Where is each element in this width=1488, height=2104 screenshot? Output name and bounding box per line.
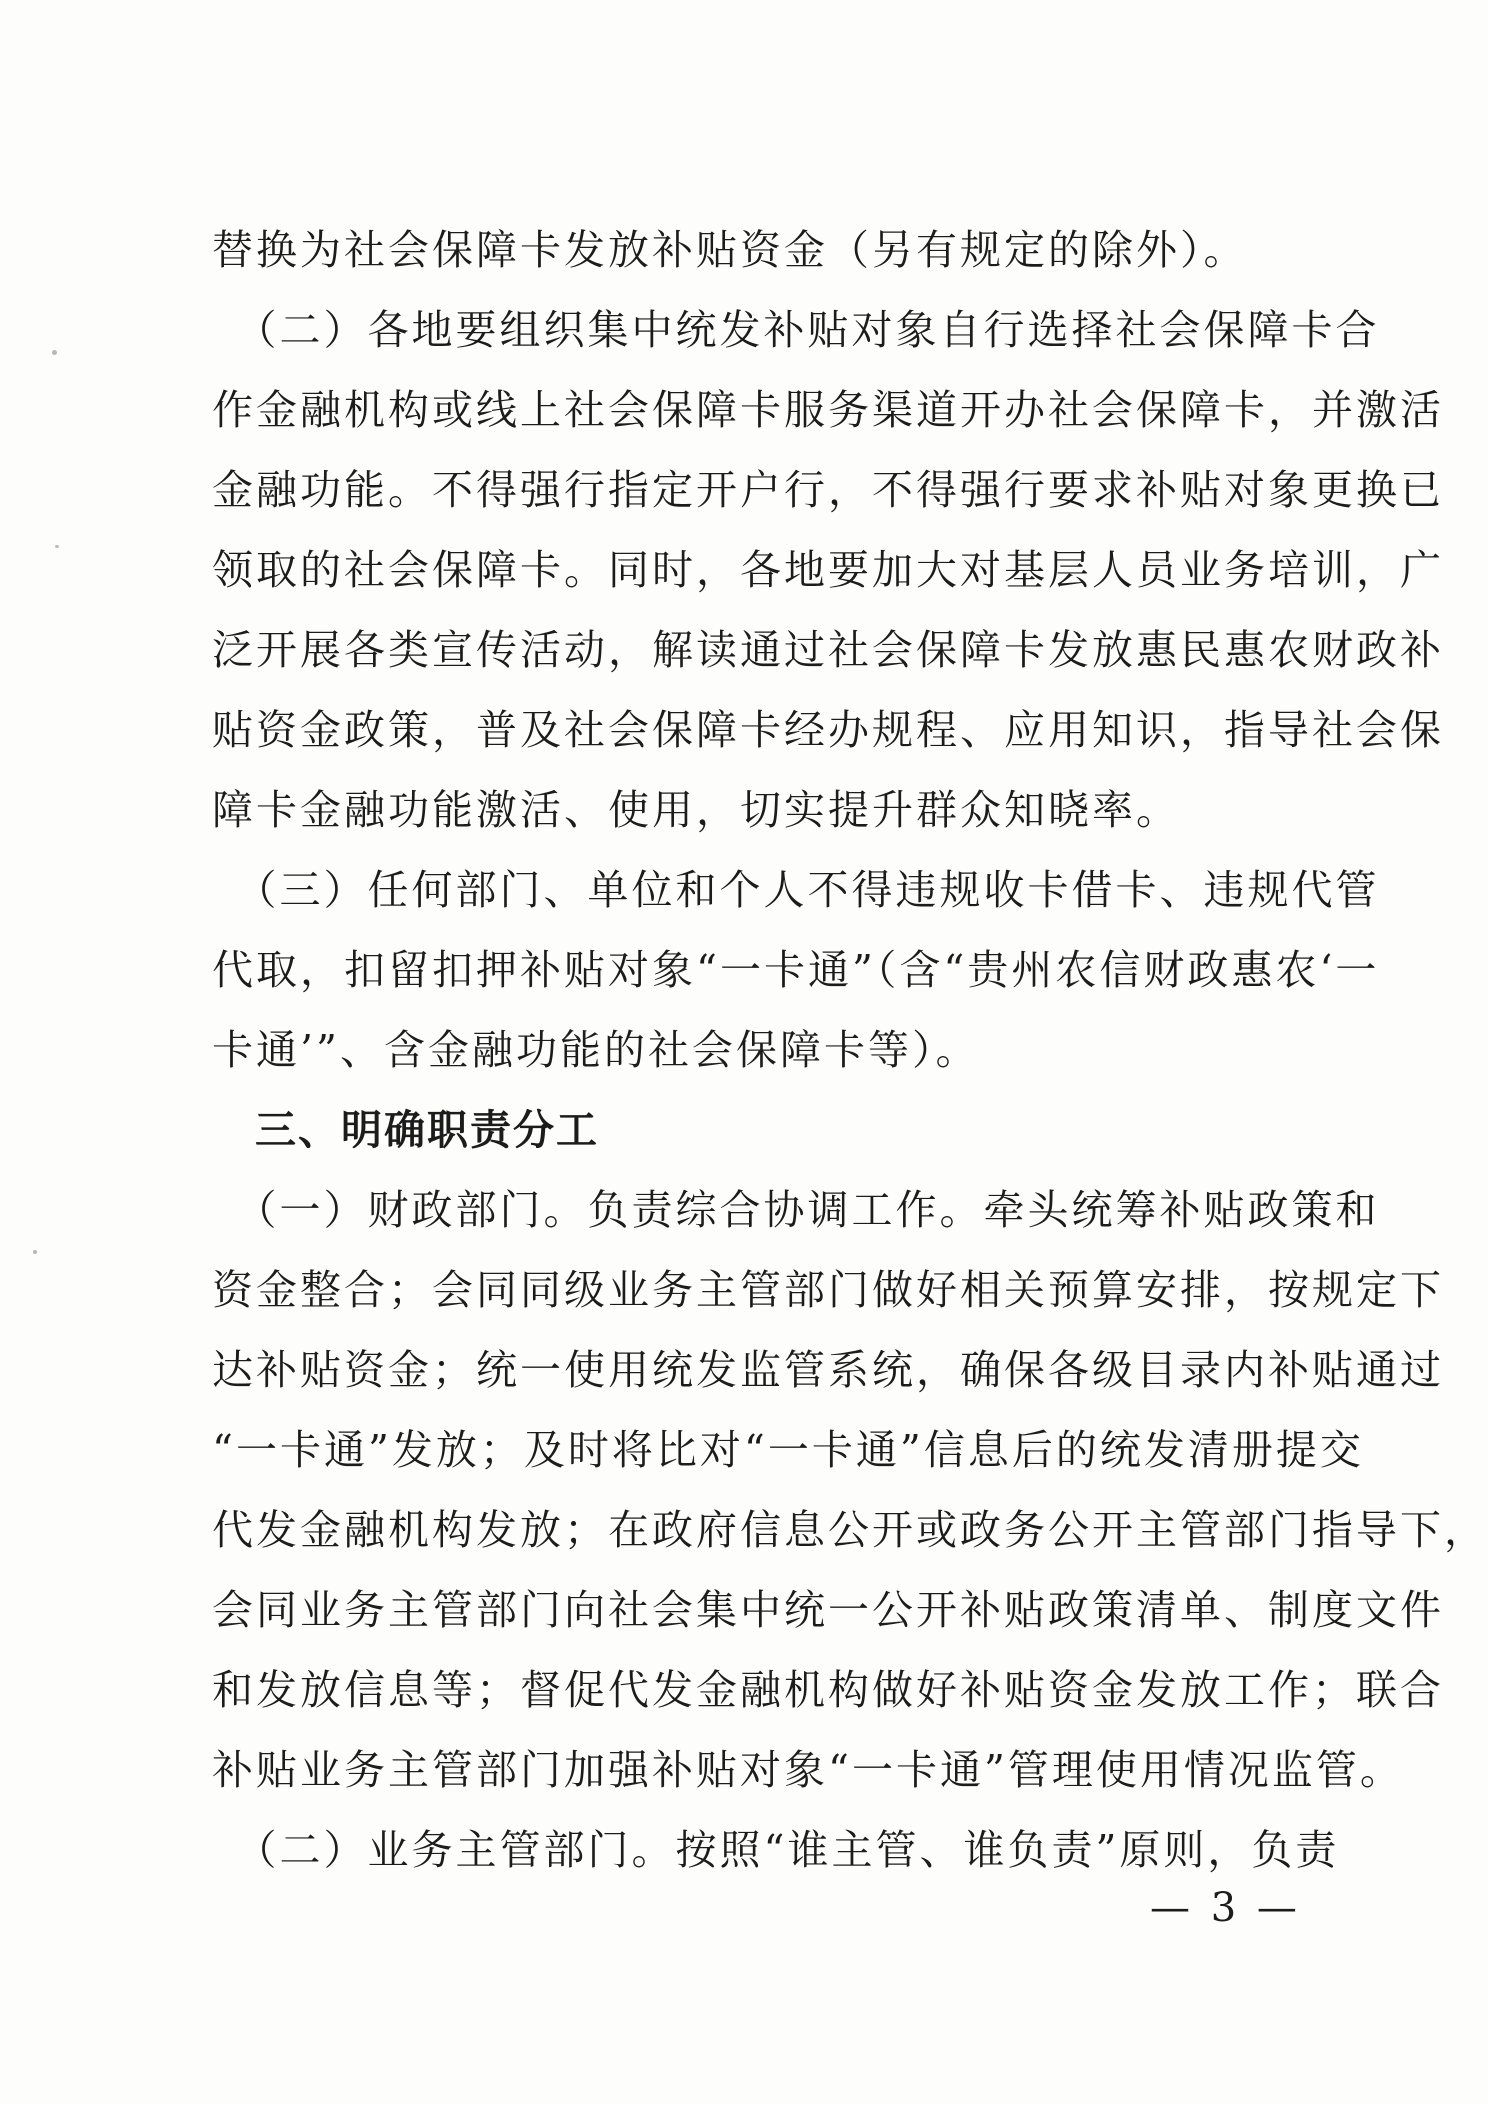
- text-line: 作金融机构或线上社会保障卡服务渠道开办社会保障卡，并激活: [212, 386, 1444, 434]
- section-heading: 三、明确职责分工: [212, 1106, 599, 1154]
- text-line: （三）任何部门、单位和个人不得违规收卡借卡、违规代管: [212, 866, 1380, 914]
- text-line: 代取，扣留扣押补贴对象“一卡通”（含“贵州农信财政惠农‘一: [212, 946, 1380, 994]
- text-line: 泛开展各类宣传活动，解读通过社会保障卡发放惠民惠农财政补: [212, 626, 1444, 674]
- text-line: 障卡金融功能激活、使用，切实提升群众知晓率。: [212, 786, 1180, 834]
- text-line: “一卡通”发放；及时将比对“一卡通”信息后的统发清册提交: [212, 1426, 1364, 1474]
- text-line: 和发放信息等；督促代发金融机构做好补贴资金发放工作；联合: [212, 1666, 1444, 1714]
- text-line: 补贴业务主管部门加强补贴对象“一卡通”管理使用情况监管。: [212, 1746, 1404, 1794]
- text-line: 资金整合；会同同级业务主管部门做好相关预算安排，按规定下: [212, 1266, 1444, 1314]
- scan-speck: [52, 350, 57, 355]
- text-line: （二）业务主管部门。按照“谁主管、谁负责”原则，负责: [212, 1826, 1340, 1874]
- text-line: 代发金融机构发放；在政府信息公开或政务公开主管部门指导下，: [212, 1506, 1488, 1554]
- text-line: （一）财政部门。负责综合协调工作。牵头统筹补贴政策和: [212, 1186, 1380, 1234]
- text-line: 金融功能。不得强行指定开户行，不得强行要求补贴对象更换已: [212, 466, 1444, 514]
- scan-speck: [33, 1250, 37, 1254]
- page-number: — 3 —: [1150, 1885, 1301, 1931]
- text-line: 达补贴资金；统一使用统发监管系统，确保各级目录内补贴通过: [212, 1346, 1444, 1394]
- text-line: 卡通’”、含金融功能的社会保障卡等）。: [212, 1026, 980, 1074]
- text-line: 贴资金政策，普及社会保障卡经办规程、应用知识，指导社会保: [212, 706, 1444, 754]
- text-line: 会同业务主管部门向社会集中统一公开补贴政策清单、制度文件: [212, 1586, 1444, 1634]
- text-line: 替换为社会保障卡发放补贴资金（另有规定的除外）。: [212, 226, 1248, 274]
- scan-speck: [55, 545, 59, 548]
- text-line: （二）各地要组织集中统发补贴对象自行选择社会保障卡合: [212, 306, 1380, 354]
- text-line: 领取的社会保障卡。同时，各地要加大对基层人员业务培训，广: [212, 546, 1444, 594]
